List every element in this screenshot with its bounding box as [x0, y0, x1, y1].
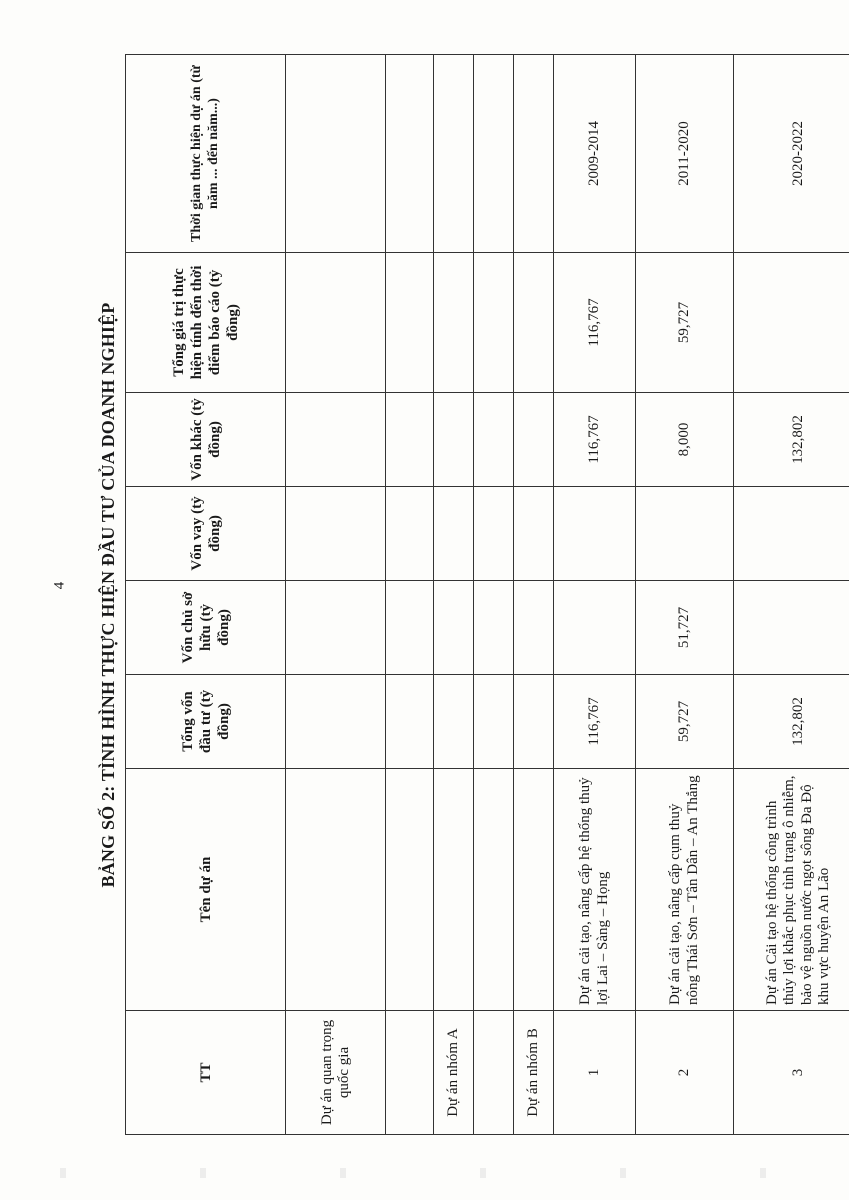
rotated-sheet	[58, 55, 832, 1135]
scan-artifact	[0, 1168, 849, 1178]
project-total-value	[734, 253, 849, 393]
project-total-value: 59,727	[636, 253, 734, 393]
project-equity	[554, 581, 636, 675]
project-total-capital: 132,802	[734, 675, 849, 769]
group-b-label: Dự án nhóm B	[514, 1011, 554, 1135]
table-row-national	[286, 55, 386, 1135]
project-total-capital: 116,767	[554, 675, 636, 769]
table-row-group-b	[514, 55, 554, 1135]
header-total-capital: Tổng vốn đầu tư (tỷ đồng)	[126, 675, 286, 769]
project-loan	[734, 487, 849, 581]
header-row	[126, 55, 286, 1135]
project-tt: 2	[636, 1011, 734, 1135]
table-row-project-3	[734, 55, 849, 1135]
header-project-name: Tên dự án	[126, 769, 286, 1011]
header-equity: Vốn chủ sở hữu (tỷ đồng)	[126, 581, 286, 675]
project-tt: 3	[734, 1011, 849, 1135]
project-loan	[554, 487, 636, 581]
group-national-label: Dự án quan trọng quốc gia	[286, 1011, 386, 1135]
table-row-project-1	[554, 55, 636, 1135]
project-name: Dự án cải tạo, nâng cấp cụm thuỷ nông Thái Sơn – Tân Dân – An Thắng	[636, 769, 734, 1011]
table-row-empty	[386, 55, 434, 1135]
header-tt: TT	[126, 1011, 286, 1135]
project-period: 2011-2020	[636, 55, 734, 253]
project-equity	[734, 581, 849, 675]
project-total-value: 116,767	[554, 253, 636, 393]
project-other-capital: 132,802	[734, 393, 849, 487]
project-name: Dự án cải tạo, nâng cấp hệ thống thuỷ lợi Lai – Sàng – Họng	[554, 769, 636, 1011]
project-period: 2020-2022	[734, 55, 849, 253]
header-total-value: Tổng giá trị thực hiện tính đến thời điểm báo cáo (tỷ đồng)	[126, 253, 286, 393]
header-other-capital: Vốn khác (tỷ đồng)	[126, 393, 286, 487]
project-loan	[636, 487, 734, 581]
project-tt: 1	[554, 1011, 636, 1135]
project-other-capital: 116,767	[554, 393, 636, 487]
investment-table	[125, 54, 849, 1135]
table-row-group-a	[434, 55, 474, 1135]
table-row-project-2	[636, 55, 734, 1135]
table-row-empty	[474, 55, 514, 1135]
project-name: Dự án Cải tạo hệ thống công trình thủy lợi khắc phục tình trạng ô nhiễm, bảo vệ nguồn nước ngọt sông Đa Độ khu vực huyện An Lão	[734, 769, 849, 1011]
project-period: 2009-2014	[554, 55, 636, 253]
project-total-capital: 59,727	[636, 675, 734, 769]
table-title: BẢNG SỐ 2: TÌNH HÌNH THỰC HIỆN ĐẦU TƯ CỦA DOANH NGHIỆP	[98, 302, 118, 888]
header-loan: Vốn vay (tỷ đồng)	[126, 487, 286, 581]
group-a-label: Dự án nhóm A	[434, 1011, 474, 1135]
project-other-capital: 8,000	[636, 393, 734, 487]
header-period: Thời gian thực hiện dự án (từ năm ... đến năm...)	[126, 55, 286, 253]
project-equity: 51,727	[636, 581, 734, 675]
page-number: 4	[51, 581, 68, 590]
